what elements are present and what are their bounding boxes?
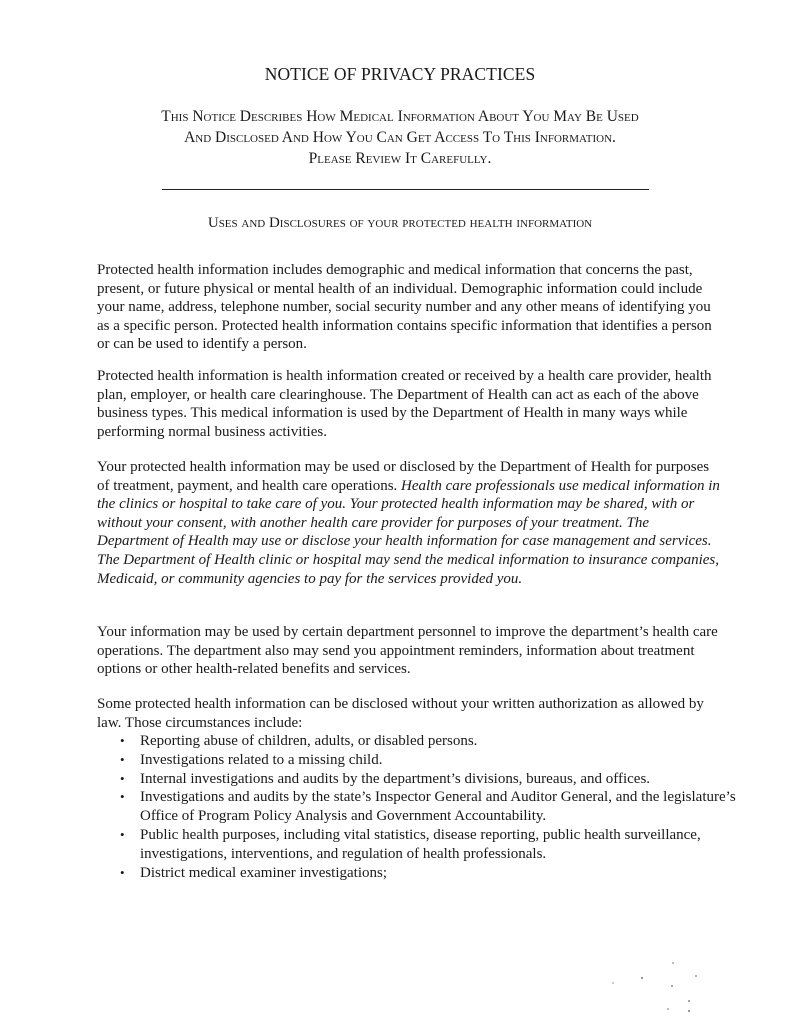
notice-subtitle — [0, 106, 800, 169]
speck — [695, 975, 697, 977]
paragraph-italic-text: Health care professionals use medical information in the clinics or hospital to take care of you. Your protected health information may be shared, with or without your consent, with another health care provider for purposes of your treatment. The Department of Health may use or disclose your health information for case management and services. The Department of Health clinic or hospital may send the medical information to insurance companies, Medicaid, or community agencies to pay for the services provided you. — [97, 477, 720, 587]
bullet-icon: • — [120, 770, 125, 786]
bullet-icon: • — [120, 733, 125, 748]
paragraph-phi-definition: Protected health information includes demographic and medical information that concerns the past, present, or future physical or mental health of an individual. Demographic information could include your name, address, telephone number, social security number and any other means of identifying you as a specific person. Protected health information contains specific information that identifies a person or can be used to identify a person. — [97, 262, 712, 353]
paragraph-without-authorization: Some protected health information can be disclosed without your written authorization as allowed by law. Those circumstances include: — [97, 696, 704, 731]
list-item: • Public health purposes, including vital statistics, disease reporting, public health surveillance, investigations, interventions, and regulation of health professionals. — [120, 826, 701, 862]
horizontal-rule — [162, 189, 649, 190]
list-item: • District medical examiner investigations; — [120, 864, 388, 881]
list-item: • Investigations related to a missing child. — [120, 751, 383, 768]
bullet-icon: • — [120, 826, 125, 842]
speck — [671, 985, 673, 987]
speck — [667, 1008, 669, 1010]
speck — [672, 962, 674, 964]
speck — [688, 1000, 690, 1002]
list-item: • Internal investigations and audits by the department’s divisions, bureaus, and offices. — [120, 770, 651, 787]
subtitle-line: And Disclosed And How You Can Get Access To This Information. — [184, 129, 616, 146]
disclosure-circumstances-list — [120, 732, 750, 882]
bullet-icon: • — [120, 789, 125, 805]
speck — [641, 977, 643, 979]
paragraph-text: Your protected health information may be used or disclosed by the Department of Health for purposes of treatment, payment, and health care operations. — [97, 459, 710, 494]
paragraph-phi-sources: Protected health information is health information created or received by a health care provider, health plan, employer, or health care clearinghouse. The Department of Health can act as each of the above business types. This medical information is used by the Department of Health in many ways while performing normal business activities. — [97, 368, 712, 440]
page-title: NOTICE OF PRIVACY PRACTICES — [264, 64, 536, 84]
subtitle-line: This Notice Describes How Medical Information About You May Be Used — [161, 108, 639, 125]
bullet-icon: • — [120, 864, 125, 880]
list-item: • Investigations and audits by the state’s Inspector General and Auditor General, and the legislature’s Office of Program Policy Analysis and Government Accountability. — [120, 789, 736, 825]
speck — [612, 982, 614, 984]
bullet-icon: • — [120, 751, 125, 767]
paragraph-operations: Your information may be used by certain department personnel to improve the department’s health care operations. The department also may send you appointment reminders, information about treatment options or other health-related benefits and services. — [97, 624, 718, 678]
list-item: • Reporting abuse of children, adults, or disabled persons. — [120, 733, 478, 749]
speck — [688, 1010, 690, 1012]
paragraph-treatment-payment — [97, 458, 722, 588]
section-heading: Uses and Disclosures of your protected health information — [207, 215, 593, 231]
subtitle-line: Please Review It Carefully. — [308, 150, 492, 167]
